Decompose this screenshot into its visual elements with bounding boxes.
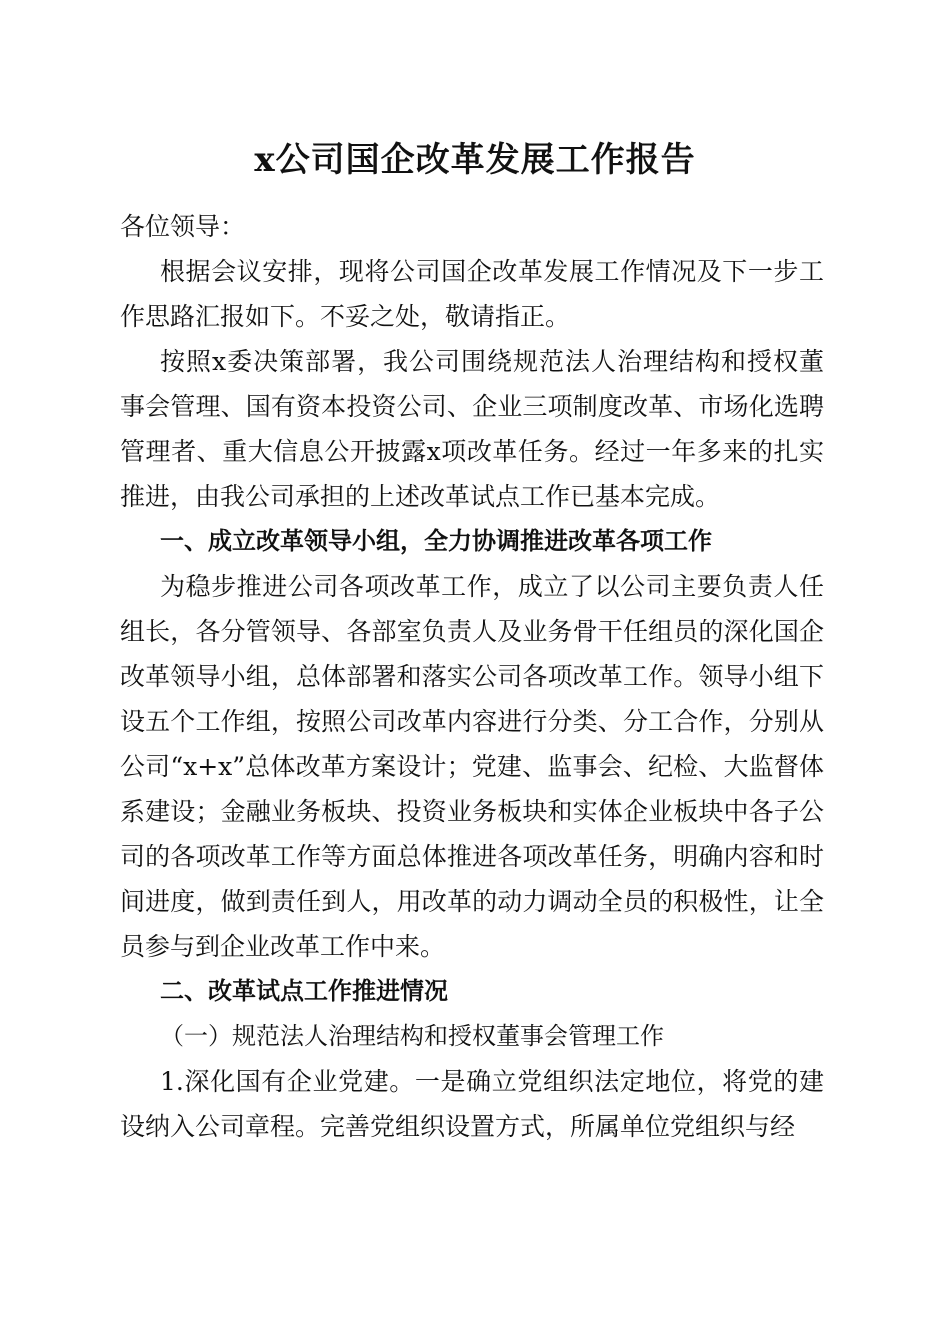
section-heading-1: 一、成立改革领导小组，全力协调推进改革各项工作 — [160, 527, 712, 555]
salutation: 各位领导： — [120, 212, 246, 241]
paragraph-intro: 根据会议安排，现将公司国企改革发展工作情况及下一步工作思路汇报如下。不妥之处，敬请指正。 — [120, 257, 824, 331]
paragraph-overview: 按照x委决策部署，我公司围绕规范法人治理结构和授权董事会管理、国有资本投资公司、企业三项制度改革、市场化选聘管理者、重大信息公开披露x项改革任务。经过一年多来的扎实推进，由我公司承担的上述改革试点工作已基本完成。 — [120, 347, 824, 511]
document-body — [120, 204, 824, 1149]
section-heading-2: 二、改革试点工作推进情况 — [160, 977, 448, 1005]
document-title: x公司国企改革发展工作报告 — [254, 140, 696, 180]
paragraph-item1: 1.深化国有企业党建。一是确立党组织法定地位，将党的建设纳入公司章程。完善党组织设置方式，所属单位党组织与经 — [120, 1067, 824, 1141]
subsection-heading-1: （一）规范法人治理结构和授权董事会管理工作 — [160, 1022, 664, 1050]
paragraph-section1: 为稳步推进公司各项改革工作，成立了以公司主要负责人任组长，各分管领导、各部室负责人及业务骨干任组员的深化国企改革领导小组，总体部署和落实公司各项改革工作。领导小组下设五个工作组，按照公司改革内容进行分类、分工合作，分别从公司“x+x”总体改革方案设计；党建、监事会、纪检、大监督体系建设；金融业务板块、投资业务板块和实体企业板块中各子公司的各项改革工作等方面总体推进各项改革任务，明确内容和时间进度，做到责任到人，用改革的动力调动全员的积极性，让全员参与到企业改革工作中来。 — [120, 572, 824, 961]
